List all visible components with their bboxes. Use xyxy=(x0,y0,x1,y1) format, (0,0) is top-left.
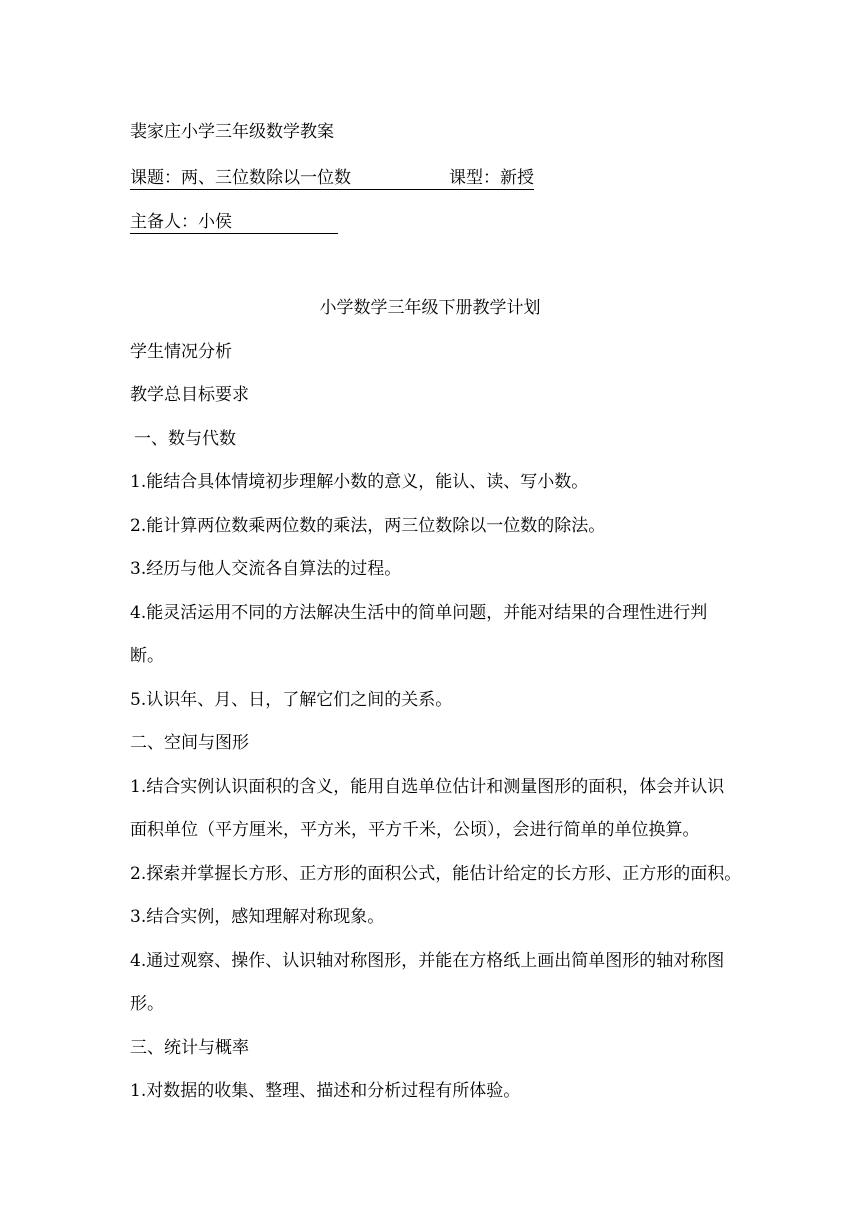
list-item: 3.经历与他人交流各自算法的过程。 xyxy=(130,559,402,579)
list-item: 断。 xyxy=(130,646,164,666)
preparer: 主备人：小侯 xyxy=(130,212,338,234)
lesson-topic: 课题：两、三位数除以一位数 xyxy=(130,168,449,190)
lesson-type: 课型：新授 xyxy=(449,168,534,188)
list-item: 形。 xyxy=(130,994,164,1014)
overall-goals-heading: 教学总目标要求 xyxy=(130,385,249,405)
preparer-line xyxy=(130,211,338,233)
list-item: 3.结合实例，感知理解对称现象。 xyxy=(130,907,385,927)
list-item: 1.对数据的收集、整理、描述和分析过程有所体验。 xyxy=(130,1081,521,1101)
section-heading-number-algebra: 一、数与代数 xyxy=(134,429,236,449)
section-heading-space-shape: 二、空间与图形 xyxy=(130,733,249,753)
list-item: 4.通过观察、操作、认识轴对称图形，并能在方格纸上画出简单图形的轴对称图 xyxy=(130,951,725,971)
list-item: 2.能计算两位数乘两位数的乘法，两三位数除以一位数的除法。 xyxy=(130,516,606,536)
plan-title: 小学数学三年级下册教学计划 xyxy=(319,298,541,318)
student-analysis-heading: 学生情况分析 xyxy=(130,342,232,362)
list-item: 面积单位（平方厘米，平方米，平方千米，公顷），会进行简单的单位换算。 xyxy=(130,820,700,840)
lesson-info-line xyxy=(130,167,534,189)
list-item: 2.探索并掌握长方形、正方形的面积公式，能估计给定的长方形、正方形的面积。 xyxy=(130,864,742,884)
school-title: 裴家庄小学三年级数学教案 xyxy=(130,122,334,142)
list-item: 4.能灵活运用不同的方法解决生活中的简单问题，并能对结果的合理性进行判 xyxy=(130,603,708,623)
list-item: 1.能结合具体情境初步理解小数的意义，能认、读、写小数。 xyxy=(130,472,589,492)
list-item: 5.认识年、月、日，了解它们之间的关系。 xyxy=(130,690,453,710)
section-heading-statistics-probability: 三、统计与概率 xyxy=(130,1038,249,1058)
list-item: 1.结合实例认识面积的含义，能用自选单位估计和测量图形的面积，体会并认识 xyxy=(130,777,725,797)
